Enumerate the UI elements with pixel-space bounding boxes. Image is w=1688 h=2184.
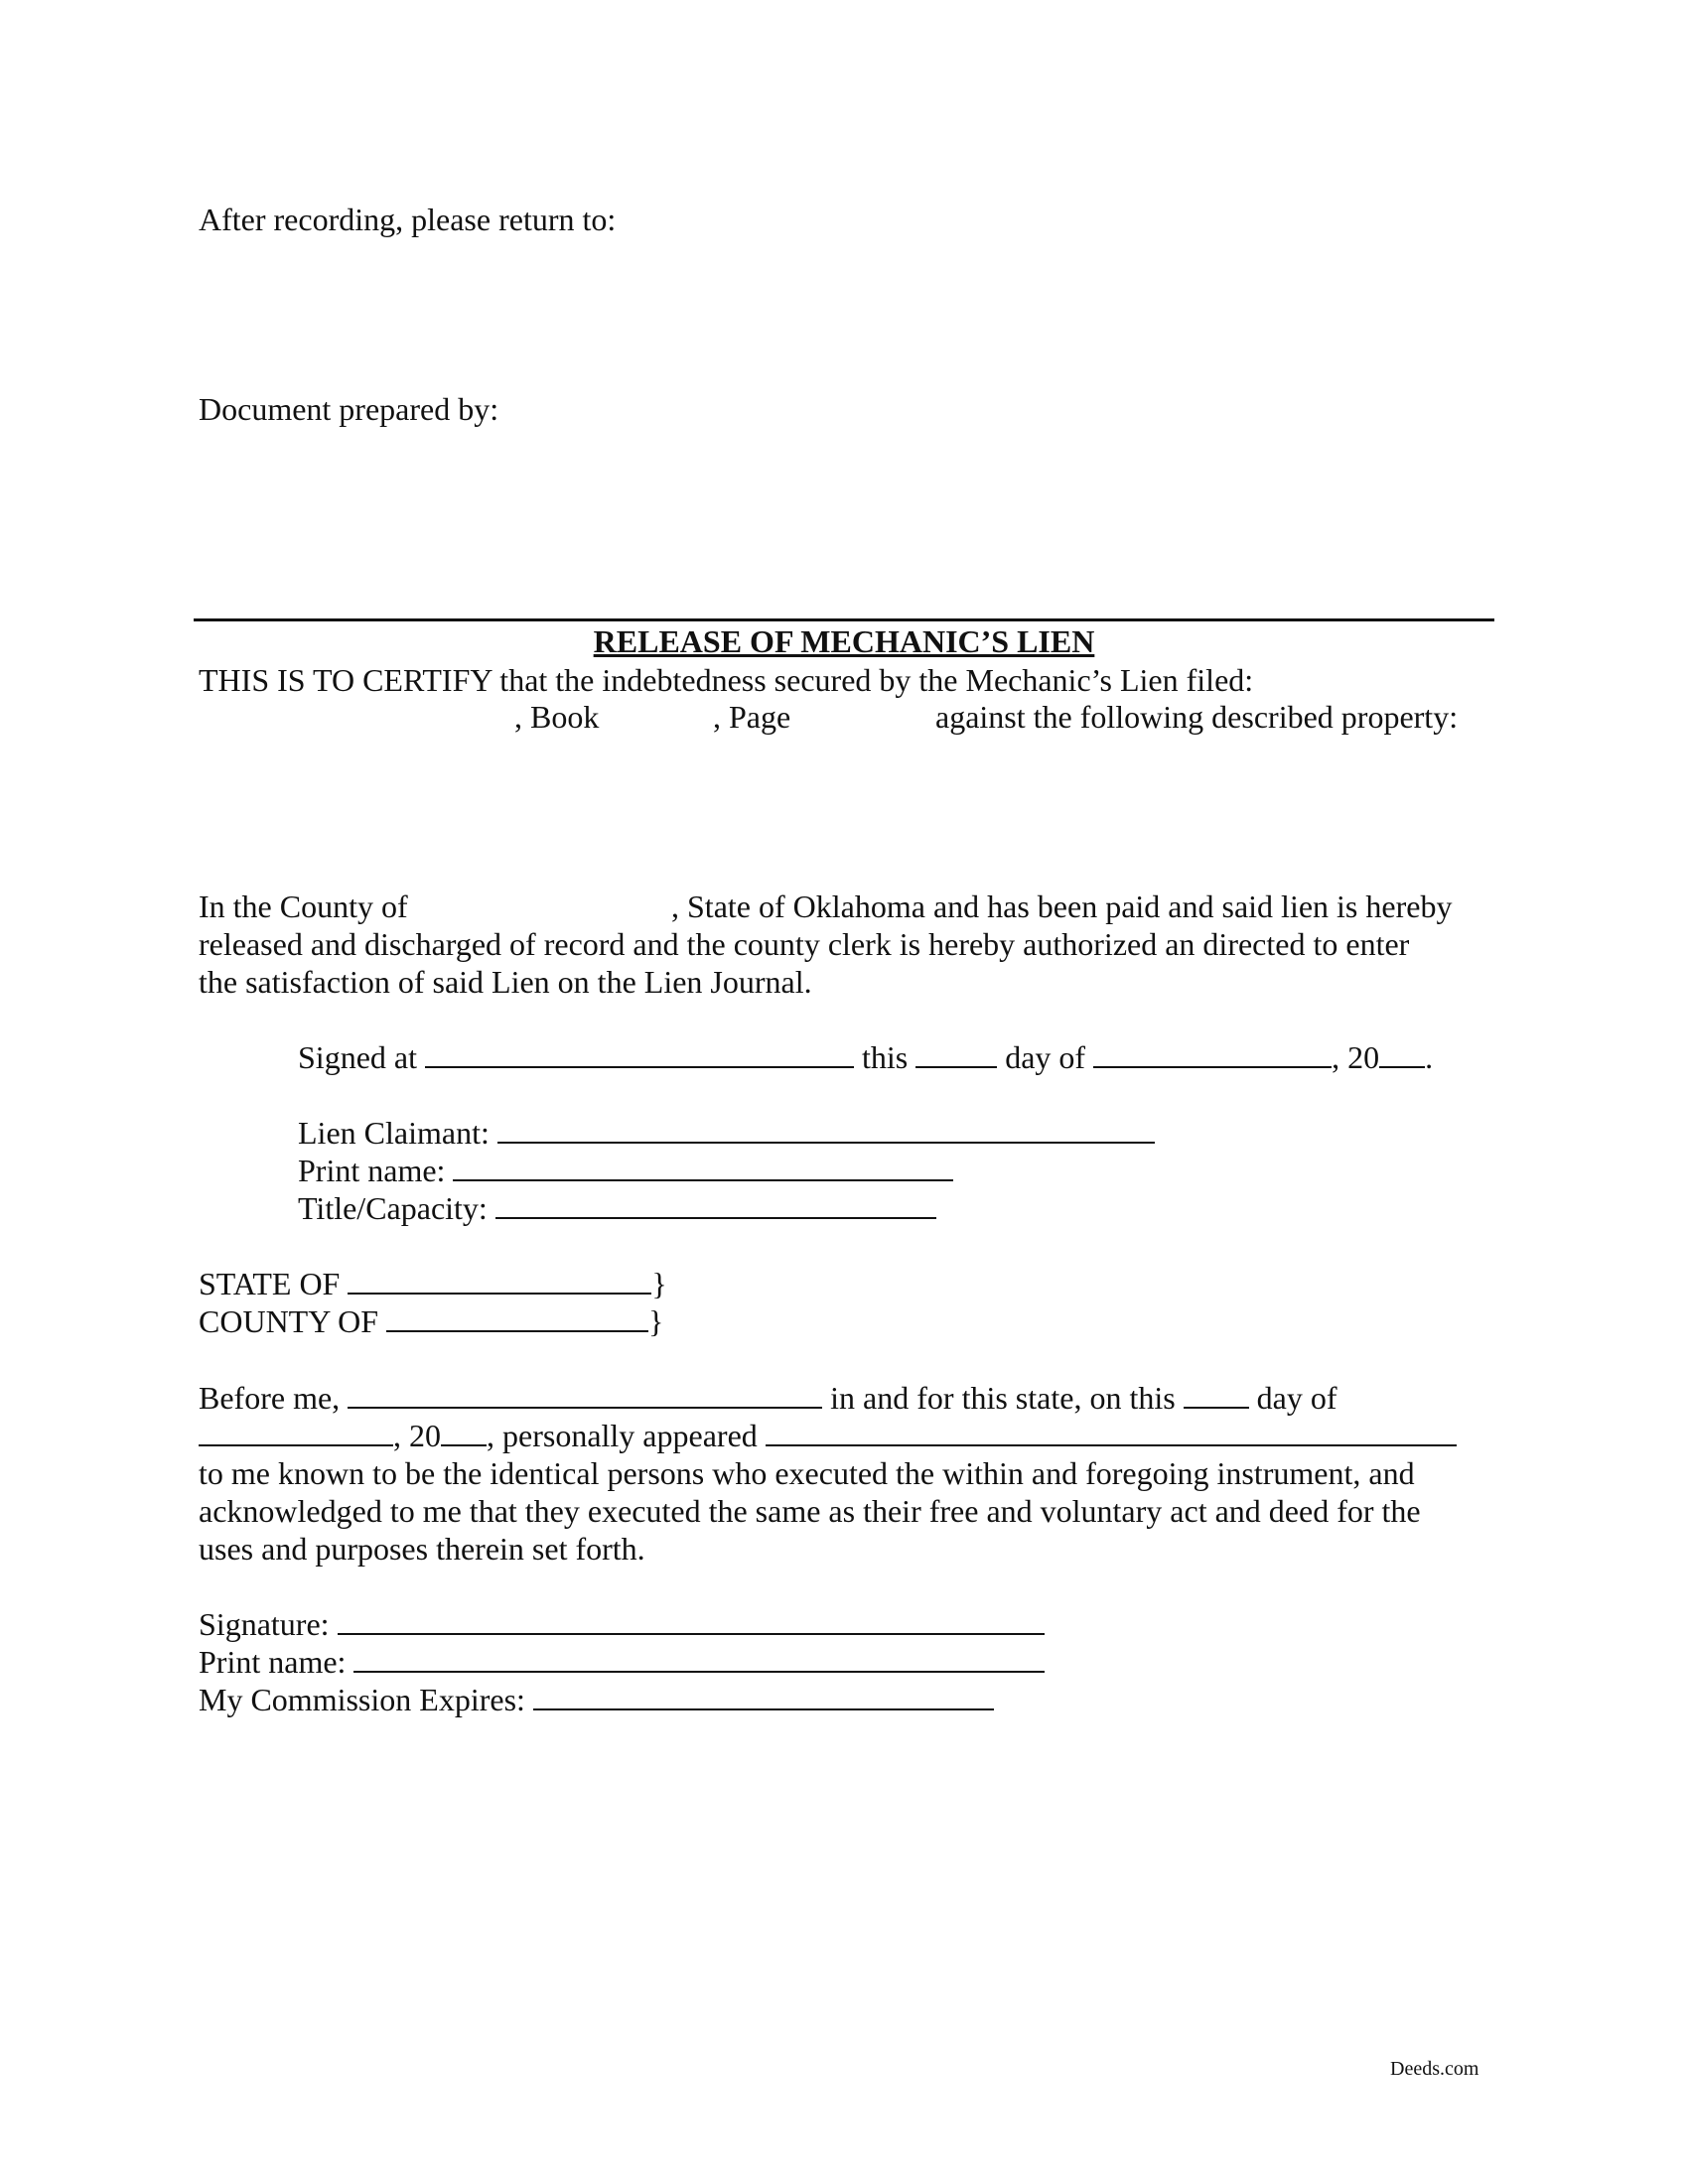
state-of-line [199,1265,667,1302]
county-paragraph-line2: released and discharged of record and the county clerk is hereby authorized an directed to enter [199,926,1410,962]
personally-appeared-label: , personally appeared [487,1418,758,1453]
header-divider [194,618,1494,621]
ack-day-of-label: day of [1256,1380,1337,1416]
prepared-by-label: Document prepared by: [199,391,499,427]
county-of-line [199,1302,663,1340]
county-label: In the County of [199,888,408,924]
notary-signature-line [199,1605,1045,1643]
period: . [1425,1039,1434,1075]
appeared-persons-field[interactable] [766,1419,1457,1446]
lien-claimant-field[interactable] [497,1116,1155,1144]
certify-line: THIS IS TO CERTIFY that the indebtedness secured by the Mechanic’s Lien filed: [199,662,1254,698]
title-capacity-label: Title/Capacity: [298,1190,488,1226]
signed-at-label: Signed at [298,1039,417,1075]
commission-expires-field[interactable] [533,1683,994,1710]
ack-year-prefix: , 20 [393,1418,441,1453]
this-label: this [861,1039,909,1075]
notary-signature-label: Signature: [199,1606,330,1642]
claimant-print-name-line [298,1152,953,1189]
county-paragraph-line3: the satisfaction of said Lien on the Lien Journal. [199,964,812,1000]
commission-expires-label: My Commission Expires: [199,1682,525,1717]
title-capacity-line [298,1189,936,1227]
footer-brand: Deeds.com [1390,2058,1479,2080]
in-and-for-label: in and for this state, on this [830,1380,1176,1416]
county-paragraph-line1: , State of Oklahoma and has been paid and said lien is hereby [671,888,1453,924]
page-label: , Page [713,699,791,735]
acknowledgment-line3: to me known to be the identical persons who executed the within and foregoing instrument, and [199,1455,1415,1491]
document-title: RELEASE OF MECHANIC’S LIEN [593,623,1095,659]
acknowledgment-line5: uses and purposes therein set forth. [199,1531,645,1567]
notary-name-field[interactable] [348,1381,822,1409]
notary-print-name-label: Print name: [199,1644,347,1680]
notary-print-name-field[interactable] [353,1645,1045,1673]
lien-claimant-label: Lien Claimant: [298,1115,490,1151]
state-of-label: STATE OF [199,1266,341,1301]
commission-expires-line [199,1681,994,1718]
signed-day-field[interactable] [915,1040,997,1068]
ack-day-field[interactable] [1184,1381,1249,1409]
notary-signature-field[interactable] [338,1607,1045,1635]
county-of-field[interactable] [386,1304,648,1332]
acknowledgment-line1 [199,1379,1337,1417]
book-label: , Book [514,699,600,735]
ack-month-field[interactable] [199,1419,393,1446]
claimant-print-name-label: Print name: [298,1153,446,1188]
notary-print-name-line [199,1643,1045,1681]
claimant-print-name-field[interactable] [453,1154,953,1181]
day-of-label: day of [1005,1039,1086,1075]
state-brace: } [651,1266,667,1301]
property-label: against the following described property: [935,699,1459,735]
title-capacity-field[interactable] [495,1191,936,1219]
acknowledgment-line4: acknowledged to me that they executed the same as their free and voluntary act and deed for the [199,1493,1421,1529]
signed-year-field[interactable] [1379,1040,1425,1068]
signed-line [298,1038,1433,1076]
lien-claimant-line [298,1114,1155,1152]
signed-month-field[interactable] [1093,1040,1332,1068]
year-prefix: , 20 [1332,1039,1380,1075]
acknowledgment-line2 [199,1417,1457,1454]
return-to-label: After recording, please return to: [199,202,617,237]
state-of-field[interactable] [348,1267,651,1295]
county-of-label: COUNTY OF [199,1303,379,1339]
county-brace: } [648,1303,664,1339]
ack-year-field[interactable] [441,1419,487,1446]
before-me-label: Before me, [199,1380,341,1416]
signed-at-field[interactable] [425,1040,854,1068]
